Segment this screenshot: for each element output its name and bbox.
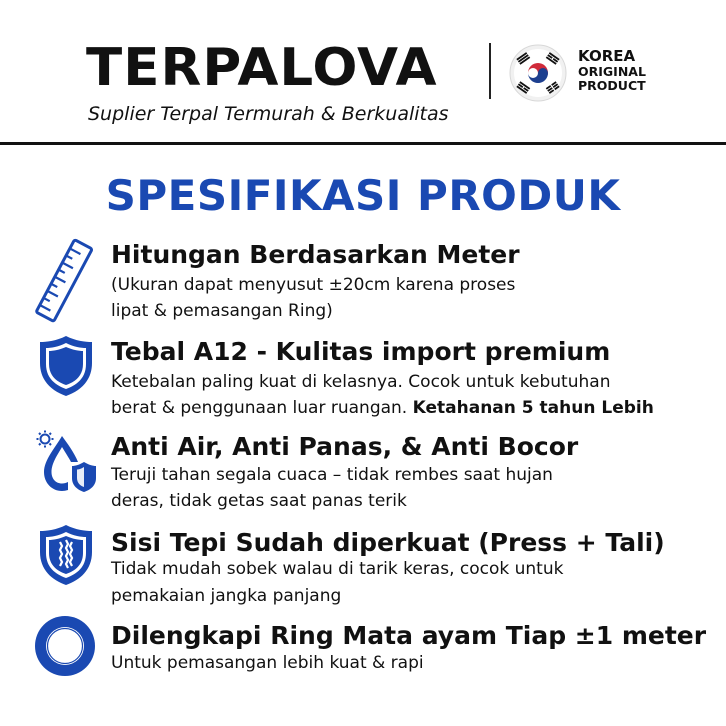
spec-item-meter bbox=[0, 240, 726, 330]
weather-protection-icon bbox=[34, 430, 98, 494]
spec-description-line: lipat & pemasangan Ring) bbox=[111, 301, 333, 321]
ruler-icon bbox=[34, 238, 96, 324]
badge-line-product: PRODUCT bbox=[578, 78, 646, 93]
spec-heading: Hitungan Berdasarkan Meter bbox=[111, 240, 520, 269]
header-divider bbox=[489, 43, 491, 99]
spec-heading: Dilengkapi Ring Mata ayam Tiap ±1 meter bbox=[111, 621, 707, 650]
spec-description-text: berat & penggunaan luar ruangan. bbox=[111, 398, 408, 418]
spec-item-reinforced-edge bbox=[0, 528, 726, 608]
reinforced-edge-shield-icon bbox=[36, 522, 96, 588]
spec-heading: Sisi Tepi Sudah diperkuat (Press + Tali) bbox=[111, 528, 665, 557]
tagline: Suplier Terpal Termurah & Berkualitas bbox=[88, 103, 449, 125]
spec-description-line: Ketebalan paling kuat di kelasnya. Cocok untuk kebutuhan bbox=[111, 372, 611, 392]
korea-flag-icon bbox=[509, 44, 567, 102]
spec-description-line: Teruji tahan segala cuaca – tidak rembes saat hujan bbox=[111, 465, 553, 485]
spec-heading: Tebal A12 - Kulitas import premium bbox=[111, 337, 611, 366]
spec-item-weatherproof bbox=[0, 432, 726, 512]
badge-line-korea: KOREA bbox=[578, 47, 636, 65]
spec-description-line: (Ukuran dapat menyusut ±20cm karena proses bbox=[111, 275, 516, 295]
spec-description-line: deras, tidak getas saat panas terik bbox=[111, 491, 407, 511]
header-rule bbox=[0, 142, 726, 145]
spec-item-eyelet-ring bbox=[0, 621, 726, 681]
spec-description-highlight: Ketahanan 5 tahun Lebih bbox=[412, 398, 654, 418]
spec-description-line: pemakaian jangka panjang bbox=[111, 586, 342, 606]
korea-original-badge bbox=[578, 48, 646, 93]
eyelet-ring-icon bbox=[34, 615, 96, 677]
badge-line-original: ORIGINAL bbox=[578, 64, 646, 79]
spec-item-thickness bbox=[0, 337, 726, 423]
shield-icon bbox=[36, 333, 96, 399]
header bbox=[0, 0, 726, 144]
spec-description-line: Untuk pemasangan lebih kuat & rapi bbox=[111, 653, 424, 673]
spec-description-line: Tidak mudah sobek walau di tarik keras, cocok untuk bbox=[111, 559, 564, 579]
spec-heading: Anti Air, Anti Panas, & Anti Bocor bbox=[111, 432, 579, 461]
spec-description-line bbox=[111, 395, 654, 421]
brand-logo: TERPALOVA bbox=[86, 38, 438, 98]
section-title: SPESIFIKASI PRODUK bbox=[105, 171, 621, 220]
